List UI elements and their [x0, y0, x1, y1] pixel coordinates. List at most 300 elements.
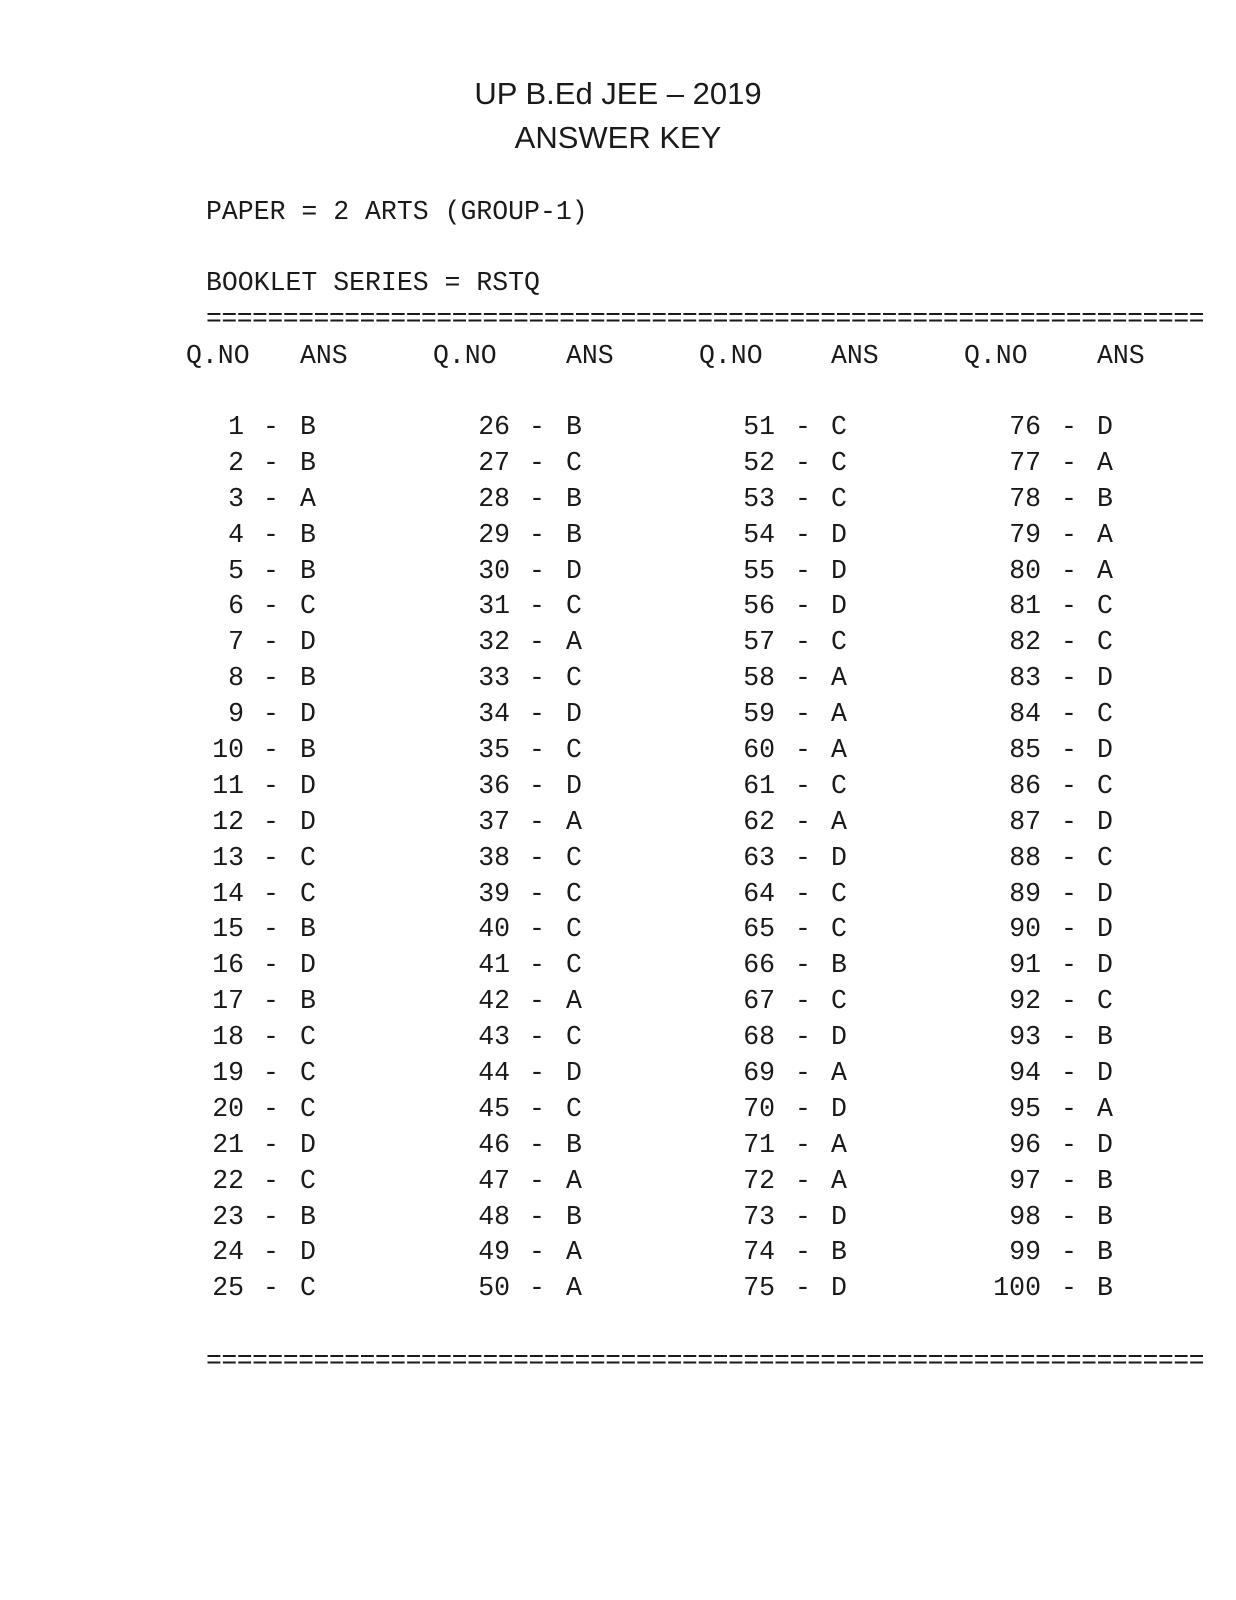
separator-dash: -	[795, 447, 811, 478]
answer-letter: A	[831, 735, 847, 766]
top-divider: =================================================================	[206, 304, 1204, 334]
answer-letter: A	[1097, 1093, 1113, 1124]
answer-row	[0, 624, 1236, 660]
answer-letter: D	[831, 519, 847, 550]
separator-dash: -	[795, 842, 811, 873]
answer-letter: D	[1097, 950, 1113, 981]
separator-dash: -	[795, 806, 811, 837]
answer-letter: A	[831, 699, 847, 730]
question-number: 56	[743, 591, 775, 622]
answer-letter: A	[1097, 519, 1113, 550]
question-number: 95	[1009, 1093, 1041, 1124]
answer-row	[0, 804, 1236, 840]
answer-row	[0, 1127, 1236, 1163]
header-ans-1: ANS	[300, 341, 348, 371]
answer-letter: D	[566, 699, 582, 730]
answer-letter: B	[300, 735, 316, 766]
question-number: 7	[228, 627, 244, 658]
separator-dash: -	[263, 914, 279, 945]
answer-row	[0, 696, 1236, 732]
answer-letter: C	[1097, 986, 1113, 1017]
question-number: 15	[212, 914, 244, 945]
answer-letter: C	[566, 950, 582, 981]
question-number: 49	[478, 1237, 510, 1268]
answer-row	[0, 768, 1236, 804]
separator-dash: -	[263, 1058, 279, 1089]
separator-dash: -	[795, 1093, 811, 1124]
question-number: 93	[1009, 1022, 1041, 1053]
answer-letter: C	[1097, 770, 1113, 801]
question-number: 91	[1009, 950, 1041, 981]
question-number: 78	[1009, 483, 1041, 514]
paper-info: PAPER = 2 ARTS (GROUP-1)	[206, 197, 588, 227]
separator-dash: -	[1061, 1201, 1077, 1232]
question-number: 57	[743, 627, 775, 658]
separator-dash: -	[795, 1022, 811, 1053]
question-number: 47	[478, 1165, 510, 1196]
question-number: 14	[212, 878, 244, 909]
question-number: 66	[743, 950, 775, 981]
answer-row	[0, 553, 1236, 589]
question-number: 80	[1009, 555, 1041, 586]
answer-letter: C	[831, 986, 847, 1017]
question-number: 94	[1009, 1058, 1041, 1089]
question-number: 75	[743, 1273, 775, 1304]
answer-letter: B	[1097, 1237, 1113, 1268]
answer-letter: B	[566, 519, 582, 550]
question-number: 35	[478, 735, 510, 766]
separator-dash: -	[263, 483, 279, 514]
answer-letter: D	[1097, 806, 1113, 837]
separator-dash: -	[795, 1165, 811, 1196]
answer-row	[0, 481, 1236, 517]
answer-letter: C	[566, 735, 582, 766]
answer-letter: B	[566, 1129, 582, 1160]
separator-dash: -	[263, 1201, 279, 1232]
question-number: 34	[478, 699, 510, 730]
answer-row	[0, 588, 1236, 624]
question-number: 68	[743, 1022, 775, 1053]
answer-letter: C	[566, 1022, 582, 1053]
question-number: 90	[1009, 914, 1041, 945]
separator-dash: -	[795, 950, 811, 981]
separator-dash: -	[263, 1273, 279, 1304]
question-number: 45	[478, 1093, 510, 1124]
question-number: 97	[1009, 1165, 1041, 1196]
question-number: 74	[743, 1237, 775, 1268]
answer-letter: C	[300, 1058, 316, 1089]
separator-dash: -	[263, 770, 279, 801]
answer-letter: C	[831, 412, 847, 442]
question-number: 40	[478, 914, 510, 945]
separator-dash: -	[529, 1058, 545, 1089]
answer-letter: D	[566, 1058, 582, 1089]
separator-dash: -	[795, 412, 811, 442]
header-ans-2: ANS	[566, 341, 614, 371]
separator-dash: -	[1061, 519, 1077, 550]
answer-letter: B	[300, 914, 316, 945]
separator-dash: -	[795, 591, 811, 622]
separator-dash: -	[1061, 950, 1077, 981]
question-number: 55	[743, 555, 775, 586]
answer-row	[0, 840, 1236, 876]
question-number: 1	[228, 412, 244, 442]
separator-dash: -	[529, 627, 545, 658]
answer-letter: B	[566, 483, 582, 514]
answer-letter: D	[1097, 412, 1113, 442]
answer-letter: D	[566, 770, 582, 801]
question-number: 62	[743, 806, 775, 837]
answer-letter: D	[1097, 663, 1113, 694]
question-number: 83	[1009, 663, 1041, 694]
question-number: 28	[478, 483, 510, 514]
answer-letter: D	[566, 555, 582, 586]
answer-row	[0, 1270, 1236, 1306]
separator-dash: -	[795, 483, 811, 514]
answer-letter: D	[300, 699, 316, 730]
answer-letter: C	[831, 627, 847, 658]
answer-row	[0, 660, 1236, 696]
answer-row	[0, 876, 1236, 912]
answer-row	[0, 409, 1236, 445]
separator-dash: -	[529, 1129, 545, 1160]
separator-dash: -	[263, 519, 279, 550]
question-number: 32	[478, 627, 510, 658]
separator-dash: -	[795, 735, 811, 766]
question-number: 81	[1009, 591, 1041, 622]
answer-letter: A	[300, 483, 316, 514]
answer-letter: C	[831, 770, 847, 801]
answer-letter: A	[831, 1129, 847, 1160]
answer-letter: D	[1097, 1129, 1113, 1160]
answer-letter: D	[300, 627, 316, 658]
answer-letter: A	[831, 806, 847, 837]
separator-dash: -	[529, 950, 545, 981]
question-number: 72	[743, 1165, 775, 1196]
question-number: 82	[1009, 627, 1041, 658]
question-number: 19	[212, 1058, 244, 1089]
answer-letter: A	[831, 663, 847, 694]
question-number: 48	[478, 1201, 510, 1232]
separator-dash: -	[263, 842, 279, 873]
question-number: 4	[228, 519, 244, 550]
answer-letter: B	[1097, 483, 1113, 514]
header-ans-3: ANS	[831, 341, 879, 371]
separator-dash: -	[263, 591, 279, 622]
question-number: 43	[478, 1022, 510, 1053]
question-number: 30	[478, 555, 510, 586]
separator-dash: -	[263, 555, 279, 586]
separator-dash: -	[263, 986, 279, 1017]
separator-dash: -	[1061, 699, 1077, 730]
separator-dash: -	[263, 699, 279, 730]
question-number: 9	[228, 699, 244, 730]
separator-dash: -	[263, 878, 279, 909]
separator-dash: -	[1061, 1058, 1077, 1089]
separator-dash: -	[1061, 770, 1077, 801]
answer-letter: A	[566, 1273, 582, 1304]
separator-dash: -	[263, 1165, 279, 1196]
separator-dash: -	[529, 519, 545, 550]
separator-dash: -	[1061, 914, 1077, 945]
separator-dash: -	[795, 627, 811, 658]
question-number: 18	[212, 1022, 244, 1053]
bottom-divider: =================================================================	[206, 1346, 1204, 1376]
answer-letter: B	[1097, 1273, 1113, 1304]
answer-letter: C	[300, 878, 316, 909]
separator-dash: -	[529, 1201, 545, 1232]
answer-letter: D	[300, 950, 316, 981]
question-number: 52	[743, 447, 775, 478]
separator-dash: -	[529, 1273, 545, 1304]
question-number: 96	[1009, 1129, 1041, 1160]
separator-dash: -	[529, 842, 545, 873]
separator-dash: -	[263, 627, 279, 658]
answer-letter: C	[1097, 627, 1113, 658]
question-number: 100	[993, 1273, 1041, 1304]
separator-dash: -	[795, 699, 811, 730]
question-number: 59	[743, 699, 775, 730]
answer-letter: C	[831, 878, 847, 909]
answer-row	[0, 732, 1236, 768]
question-number: 67	[743, 986, 775, 1017]
separator-dash: -	[529, 806, 545, 837]
separator-dash: -	[529, 663, 545, 694]
question-number: 10	[212, 735, 244, 766]
question-number: 60	[743, 735, 775, 766]
document-subtitle: ANSWER KEY	[514, 120, 722, 155]
header-qno-3: Q.NO	[699, 341, 763, 371]
separator-dash: -	[1061, 627, 1077, 658]
answer-column-4	[0, 409, 1236, 1306]
separator-dash: -	[263, 806, 279, 837]
separator-dash: -	[263, 735, 279, 766]
question-number: 39	[478, 878, 510, 909]
question-number: 63	[743, 842, 775, 873]
answer-letter: B	[566, 1201, 582, 1232]
answer-letter: C	[300, 1093, 316, 1124]
answer-letter: D	[300, 1129, 316, 1160]
question-number: 61	[743, 770, 775, 801]
separator-dash: -	[529, 699, 545, 730]
separator-dash: -	[529, 483, 545, 514]
answer-letter: B	[300, 519, 316, 550]
question-number: 29	[478, 519, 510, 550]
separator-dash: -	[795, 986, 811, 1017]
answer-letter: C	[300, 842, 316, 873]
separator-dash: -	[529, 1237, 545, 1268]
question-number: 12	[212, 806, 244, 837]
answer-row	[0, 1055, 1236, 1091]
separator-dash: -	[795, 770, 811, 801]
question-number: 27	[478, 447, 510, 478]
answer-letter: B	[1097, 1022, 1113, 1053]
question-number: 21	[212, 1129, 244, 1160]
question-number: 85	[1009, 735, 1041, 766]
question-number: 53	[743, 483, 775, 514]
answer-row	[0, 947, 1236, 983]
separator-dash: -	[795, 1058, 811, 1089]
separator-dash: -	[1061, 1093, 1077, 1124]
separator-dash: -	[263, 950, 279, 981]
answer-letter: B	[831, 950, 847, 981]
separator-dash: -	[529, 1165, 545, 1196]
question-number: 88	[1009, 842, 1041, 873]
question-number: 5	[228, 555, 244, 586]
answer-letter: D	[831, 1273, 847, 1304]
question-number: 38	[478, 842, 510, 873]
separator-dash: -	[795, 1201, 811, 1232]
answer-letter: C	[300, 1273, 316, 1304]
answer-letter: C	[1097, 591, 1113, 622]
booklet-series-info: BOOKLET SERIES = RSTQ	[206, 268, 540, 298]
question-number: 58	[743, 663, 775, 694]
answer-letter: B	[566, 412, 582, 442]
separator-dash: -	[795, 1273, 811, 1304]
separator-dash: -	[795, 1129, 811, 1160]
question-number: 13	[212, 842, 244, 873]
separator-dash: -	[529, 1093, 545, 1124]
question-number: 76	[1009, 412, 1041, 442]
question-number: 11	[212, 770, 244, 801]
question-number: 92	[1009, 986, 1041, 1017]
answer-row	[0, 983, 1236, 1019]
answer-letter: A	[566, 986, 582, 1017]
question-number: 16	[212, 950, 244, 981]
answer-letter: C	[566, 1093, 582, 1124]
answer-letter: D	[831, 591, 847, 622]
header-qno-4: Q.NO	[964, 341, 1028, 371]
separator-dash: -	[263, 663, 279, 694]
separator-dash: -	[529, 735, 545, 766]
question-number: 6	[228, 591, 244, 622]
question-number: 44	[478, 1058, 510, 1089]
separator-dash: -	[1061, 447, 1077, 478]
answer-letter: D	[831, 1093, 847, 1124]
answer-letter: D	[300, 1237, 316, 1268]
separator-dash: -	[529, 770, 545, 801]
separator-dash: -	[1061, 842, 1077, 873]
answer-row	[0, 1199, 1236, 1235]
question-number: 77	[1009, 447, 1041, 478]
question-number: 86	[1009, 770, 1041, 801]
answer-row	[0, 1019, 1236, 1055]
question-number: 71	[743, 1129, 775, 1160]
answer-letter: D	[1097, 878, 1113, 909]
answer-row	[0, 1163, 1236, 1199]
separator-dash: -	[1061, 1237, 1077, 1268]
answer-letter: D	[300, 770, 316, 801]
separator-dash: -	[529, 1022, 545, 1053]
separator-dash: -	[529, 986, 545, 1017]
separator-dash: -	[263, 412, 279, 442]
question-number: 37	[478, 806, 510, 837]
answer-letter: C	[1097, 842, 1113, 873]
question-number: 20	[212, 1093, 244, 1124]
question-number: 33	[478, 663, 510, 694]
separator-dash: -	[1061, 591, 1077, 622]
question-number: 46	[478, 1129, 510, 1160]
document-title: UP B.Ed JEE – 2019	[474, 76, 762, 111]
question-number: 98	[1009, 1201, 1041, 1232]
separator-dash: -	[1061, 735, 1077, 766]
answer-row	[0, 1234, 1236, 1270]
question-number: 31	[478, 591, 510, 622]
question-number: 36	[478, 770, 510, 801]
answer-letter: D	[831, 555, 847, 586]
answer-letter: C	[831, 447, 847, 478]
answer-letter: B	[300, 986, 316, 1017]
question-number: 42	[478, 986, 510, 1017]
separator-dash: -	[1061, 412, 1077, 442]
answer-letter: A	[1097, 555, 1113, 586]
separator-dash: -	[1061, 1022, 1077, 1053]
answer-letter: C	[566, 663, 582, 694]
answer-letter: C	[300, 1165, 316, 1196]
answer-letter: D	[831, 1022, 847, 1053]
question-number: 3	[228, 483, 244, 514]
answer-letter: C	[831, 914, 847, 945]
separator-dash: -	[1061, 806, 1077, 837]
answer-letter: C	[566, 591, 582, 622]
separator-dash: -	[263, 1129, 279, 1160]
question-number: 2	[228, 447, 244, 478]
question-number: 84	[1009, 699, 1041, 730]
separator-dash: -	[263, 447, 279, 478]
separator-dash: -	[529, 447, 545, 478]
answer-letter: A	[566, 1165, 582, 1196]
separator-dash: -	[529, 878, 545, 909]
question-number: 54	[743, 519, 775, 550]
question-number: 41	[478, 950, 510, 981]
question-number: 73	[743, 1201, 775, 1232]
answer-letter: B	[1097, 1201, 1113, 1232]
separator-dash: -	[263, 1022, 279, 1053]
answer-letter: A	[831, 1165, 847, 1196]
answer-letter: C	[566, 447, 582, 478]
answer-letter: D	[1097, 1058, 1113, 1089]
question-number: 8	[228, 663, 244, 694]
answer-letter: A	[831, 1058, 847, 1089]
answer-letter: D	[300, 806, 316, 837]
question-number: 26	[478, 412, 510, 442]
answer-letter: D	[831, 842, 847, 873]
question-number: 70	[743, 1093, 775, 1124]
question-number: 65	[743, 914, 775, 945]
answer-row	[0, 1091, 1236, 1127]
question-number: 87	[1009, 806, 1041, 837]
answer-letter: C	[566, 842, 582, 873]
answer-letter: B	[300, 412, 316, 442]
header-qno-2: Q.NO	[433, 341, 497, 371]
answer-row	[0, 911, 1236, 947]
separator-dash: -	[1061, 483, 1077, 514]
separator-dash: -	[1061, 555, 1077, 586]
question-number: 23	[212, 1201, 244, 1232]
answer-letter: B	[831, 1237, 847, 1268]
separator-dash: -	[795, 555, 811, 586]
separator-dash: -	[1061, 1273, 1077, 1304]
separator-dash: -	[795, 878, 811, 909]
separator-dash: -	[529, 412, 545, 442]
question-number: 17	[212, 986, 244, 1017]
question-number: 25	[212, 1273, 244, 1304]
answer-letter: A	[566, 627, 582, 658]
separator-dash: -	[795, 519, 811, 550]
question-number: 24	[212, 1237, 244, 1268]
answer-letter: D	[831, 1201, 847, 1232]
answer-letter: A	[566, 806, 582, 837]
